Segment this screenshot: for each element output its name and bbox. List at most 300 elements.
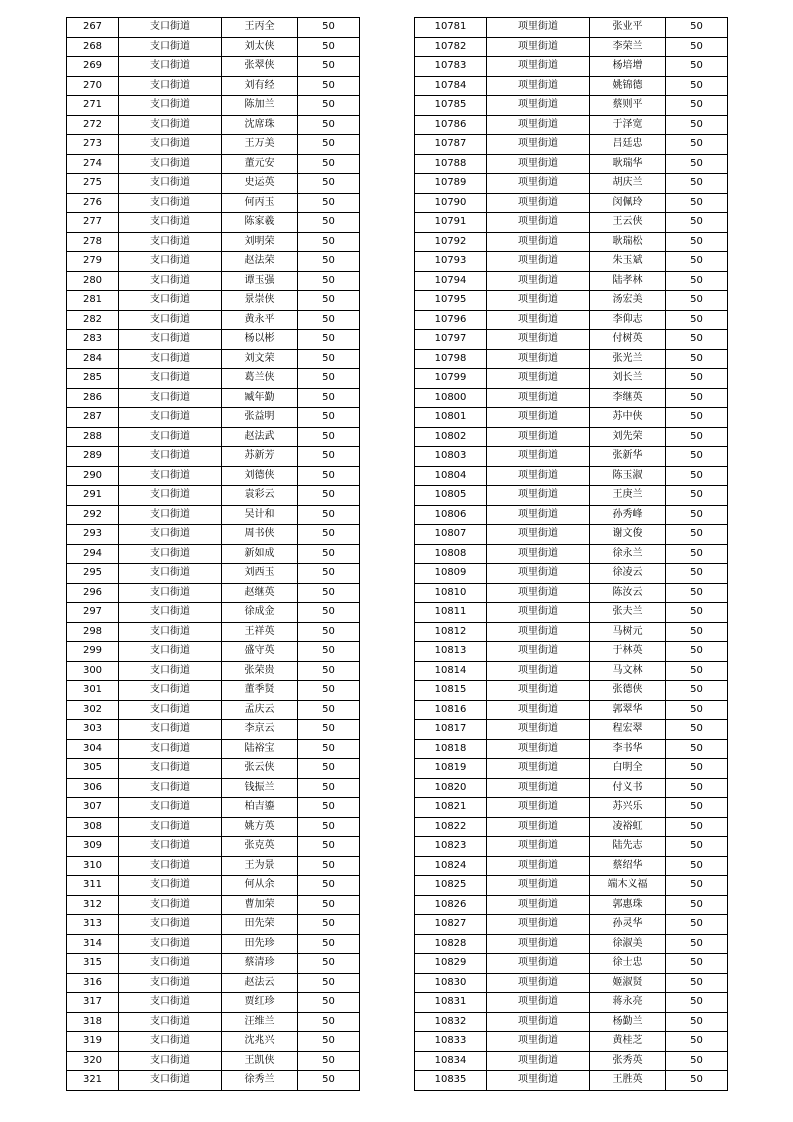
table-row [415,213,728,233]
table-row [67,408,360,428]
street-cell: 项里街道 [487,369,590,389]
person-name-cell: 陈加兰 [222,96,298,116]
person-name-cell: 徐淑美 [590,934,666,954]
amount-cell: 50 [666,1051,728,1071]
amount-cell: 50 [298,1051,360,1071]
table-row [67,603,360,623]
person-name-cell: 张德侠 [590,681,666,701]
amount-cell: 50 [298,915,360,935]
street-cell: 项里街道 [487,213,590,233]
person-name-cell: 凌裕虹 [590,817,666,837]
person-name-cell: 陈玉淑 [590,466,666,486]
person-name-cell: 杨以彬 [222,330,298,350]
row-number-cell: 10818 [415,739,487,759]
person-name-cell: 李书华 [590,739,666,759]
row-number-cell: 10798 [415,349,487,369]
row-number-cell: 10832 [415,1012,487,1032]
row-number-cell: 278 [67,232,119,252]
street-cell: 支口街道 [119,427,222,447]
street-cell: 支口街道 [119,193,222,213]
amount-cell: 50 [298,37,360,57]
row-number-cell: 297 [67,603,119,623]
row-number-cell: 10812 [415,622,487,642]
row-number-cell: 10793 [415,252,487,272]
amount-cell: 50 [298,388,360,408]
table-row [67,174,360,194]
amount-cell: 50 [298,174,360,194]
person-name-cell: 杨培增 [590,57,666,77]
amount-cell: 50 [666,642,728,662]
row-number-cell: 287 [67,408,119,428]
person-name-cell: 臧年勤 [222,388,298,408]
person-name-cell: 李荣兰 [590,37,666,57]
row-number-cell: 268 [67,37,119,57]
person-name-cell: 张翠侠 [222,57,298,77]
street-cell: 项里街道 [487,954,590,974]
row-number-cell: 312 [67,895,119,915]
table-row [415,817,728,837]
street-cell: 项里街道 [487,564,590,584]
row-number-cell: 296 [67,583,119,603]
person-name-cell: 刘西玉 [222,564,298,584]
row-number-cell: 282 [67,310,119,330]
person-name-cell: 贾红珍 [222,993,298,1013]
row-number-cell: 10794 [415,271,487,291]
table-row [415,1051,728,1071]
street-cell: 支口街道 [119,76,222,96]
street-cell: 支口街道 [119,739,222,759]
street-cell: 支口街道 [119,603,222,623]
person-name-cell: 苏中侠 [590,408,666,428]
amount-cell: 50 [298,369,360,389]
street-cell: 项里街道 [487,154,590,174]
table-row [67,720,360,740]
row-number-cell: 302 [67,700,119,720]
row-number-cell: 10813 [415,642,487,662]
row-number-cell: 10814 [415,661,487,681]
street-cell: 支口街道 [119,135,222,155]
row-number-cell: 291 [67,486,119,506]
table-row [67,544,360,564]
row-number-cell: 10786 [415,115,487,135]
amount-cell: 50 [666,115,728,135]
amount-cell: 50 [666,544,728,564]
amount-cell: 50 [298,18,360,38]
table-row [67,837,360,857]
row-number-cell: 10826 [415,895,487,915]
amount-cell: 50 [666,349,728,369]
amount-cell: 50 [298,96,360,116]
street-cell: 项里街道 [487,1051,590,1071]
person-name-cell: 徐永兰 [590,544,666,564]
amount-cell: 50 [666,583,728,603]
row-number-cell: 10791 [415,213,487,233]
amount-cell: 50 [298,739,360,759]
street-cell: 项里街道 [487,817,590,837]
table-row [67,700,360,720]
street-cell: 支口街道 [119,700,222,720]
amount-cell: 50 [298,213,360,233]
street-cell: 项里街道 [487,603,590,623]
table-row [67,895,360,915]
amount-cell: 50 [298,486,360,506]
street-cell: 支口街道 [119,330,222,350]
table-row [67,388,360,408]
table-row [67,973,360,993]
table-row [415,700,728,720]
amount-cell: 50 [666,271,728,291]
street-cell: 支口街道 [119,213,222,233]
person-name-cell: 徐士忠 [590,954,666,974]
row-number-cell: 276 [67,193,119,213]
amount-cell: 50 [666,427,728,447]
street-cell: 项里街道 [487,96,590,116]
row-number-cell: 289 [67,447,119,467]
right-table [414,17,728,1091]
street-cell: 项里街道 [487,759,590,779]
amount-cell: 50 [298,330,360,350]
street-cell: 项里街道 [487,76,590,96]
row-number-cell: 318 [67,1012,119,1032]
row-number-cell: 281 [67,291,119,311]
amount-cell: 50 [666,759,728,779]
street-cell: 项里街道 [487,661,590,681]
row-number-cell: 270 [67,76,119,96]
table-row [415,505,728,525]
street-cell: 项里街道 [487,135,590,155]
person-name-cell: 陆孝林 [590,271,666,291]
person-name-cell: 杨勤兰 [590,1012,666,1032]
table-row [415,310,728,330]
table-row [415,681,728,701]
street-cell: 支口街道 [119,96,222,116]
person-name-cell: 吴计和 [222,505,298,525]
row-number-cell: 10783 [415,57,487,77]
table-row [67,193,360,213]
table-row [67,96,360,116]
row-number-cell: 316 [67,973,119,993]
table-row [415,973,728,993]
table-row [67,642,360,662]
amount-cell: 50 [298,856,360,876]
table-row [415,291,728,311]
street-cell: 项里街道 [487,915,590,935]
amount-cell: 50 [298,720,360,740]
row-number-cell: 299 [67,642,119,662]
amount-cell: 50 [666,856,728,876]
row-number-cell: 284 [67,349,119,369]
row-number-cell: 10797 [415,330,487,350]
person-name-cell: 王丙全 [222,18,298,38]
amount-cell: 50 [298,1032,360,1052]
street-cell: 项里街道 [487,525,590,545]
person-name-cell: 董季贤 [222,681,298,701]
row-number-cell: 10823 [415,837,487,857]
person-name-cell: 李仰志 [590,310,666,330]
amount-cell: 50 [666,876,728,896]
street-cell: 项里街道 [487,544,590,564]
person-name-cell: 汤宏美 [590,291,666,311]
amount-cell: 50 [666,603,728,623]
street-cell: 项里街道 [487,505,590,525]
person-name-cell: 苏新芳 [222,447,298,467]
row-number-cell: 10833 [415,1032,487,1052]
row-number-cell: 274 [67,154,119,174]
table-row [67,427,360,447]
row-number-cell: 10784 [415,76,487,96]
amount-cell: 50 [666,37,728,57]
street-cell: 项里街道 [487,349,590,369]
table-row [67,954,360,974]
street-cell: 项里街道 [487,798,590,818]
table-row [415,252,728,272]
person-name-cell: 张云侠 [222,759,298,779]
table-row [67,349,360,369]
amount-cell: 50 [666,934,728,954]
row-number-cell: 277 [67,213,119,233]
amount-cell: 50 [666,193,728,213]
table-row [415,447,728,467]
person-name-cell: 黄桂芝 [590,1032,666,1052]
person-name-cell: 蔡则平 [590,96,666,116]
amount-cell: 50 [666,622,728,642]
amount-cell: 50 [666,252,728,272]
street-cell: 支口街道 [119,661,222,681]
street-cell: 项里街道 [487,973,590,993]
street-cell: 项里街道 [487,466,590,486]
row-number-cell: 269 [67,57,119,77]
person-name-cell: 刘太侠 [222,37,298,57]
street-cell: 支口街道 [119,291,222,311]
person-name-cell: 董元安 [222,154,298,174]
street-cell: 支口街道 [119,837,222,857]
person-name-cell: 王庚兰 [590,486,666,506]
street-cell: 项里街道 [487,37,590,57]
table-row [415,876,728,896]
street-cell: 项里街道 [487,856,590,876]
row-number-cell: 310 [67,856,119,876]
amount-cell: 50 [298,193,360,213]
person-name-cell: 田先荣 [222,915,298,935]
street-cell: 支口街道 [119,778,222,798]
person-name-cell: 景崇侠 [222,291,298,311]
street-cell: 支口街道 [119,486,222,506]
street-cell: 项里街道 [487,1032,590,1052]
street-cell: 支口街道 [119,57,222,77]
amount-cell: 50 [666,57,728,77]
person-name-cell: 孙灵华 [590,915,666,935]
table-row [415,115,728,135]
amount-cell: 50 [666,778,728,798]
table-row [415,895,728,915]
table-row [67,271,360,291]
table-row [67,681,360,701]
street-cell: 项里街道 [487,1071,590,1091]
row-number-cell: 10807 [415,525,487,545]
street-cell: 支口街道 [119,564,222,584]
amount-cell: 50 [666,681,728,701]
amount-cell: 50 [298,115,360,135]
street-cell: 支口街道 [119,154,222,174]
street-cell: 支口街道 [119,408,222,428]
row-number-cell: 293 [67,525,119,545]
amount-cell: 50 [666,1071,728,1091]
table-row [415,1071,728,1091]
amount-cell: 50 [298,564,360,584]
row-number-cell: 10828 [415,934,487,954]
row-number-cell: 317 [67,993,119,1013]
row-number-cell: 10830 [415,973,487,993]
row-number-cell: 313 [67,915,119,935]
row-number-cell: 309 [67,837,119,857]
person-name-cell: 李京云 [222,720,298,740]
row-number-cell: 320 [67,1051,119,1071]
row-number-cell: 286 [67,388,119,408]
row-number-cell: 301 [67,681,119,701]
row-number-cell: 10806 [415,505,487,525]
table-row [415,232,728,252]
street-cell: 支口街道 [119,388,222,408]
amount-cell: 50 [666,232,728,252]
row-number-cell: 290 [67,466,119,486]
row-number-cell: 303 [67,720,119,740]
street-cell: 项里街道 [487,388,590,408]
table-row [67,310,360,330]
street-cell: 项里街道 [487,291,590,311]
table-row [67,525,360,545]
street-cell: 项里街道 [487,57,590,77]
row-number-cell: 10827 [415,915,487,935]
street-cell: 项里街道 [487,232,590,252]
person-name-cell: 史运英 [222,174,298,194]
row-number-cell: 10796 [415,310,487,330]
person-name-cell: 黄永平 [222,310,298,330]
row-number-cell: 10802 [415,427,487,447]
street-cell: 支口街道 [119,252,222,272]
person-name-cell: 朱玉斌 [590,252,666,272]
person-name-cell: 赵继英 [222,583,298,603]
row-number-cell: 272 [67,115,119,135]
row-number-cell: 10787 [415,135,487,155]
row-number-cell: 10789 [415,174,487,194]
table-row [67,856,360,876]
person-name-cell: 耿瑞华 [590,154,666,174]
table-row [415,154,728,174]
person-name-cell: 徐凌云 [590,564,666,584]
row-number-cell: 298 [67,622,119,642]
person-name-cell: 王万美 [222,135,298,155]
amount-cell: 50 [298,642,360,662]
person-name-cell: 徐秀兰 [222,1071,298,1091]
street-cell: 支口街道 [119,817,222,837]
row-number-cell: 294 [67,544,119,564]
row-number-cell: 10808 [415,544,487,564]
row-number-cell: 314 [67,934,119,954]
street-cell: 项里街道 [487,115,590,135]
street-cell: 项里街道 [487,310,590,330]
person-name-cell: 周书侠 [222,525,298,545]
table-row [415,993,728,1013]
amount-cell: 50 [298,895,360,915]
person-name-cell: 王为景 [222,856,298,876]
street-cell: 支口街道 [119,895,222,915]
street-cell: 支口街道 [119,505,222,525]
table-row [415,271,728,291]
row-number-cell: 10809 [415,564,487,584]
row-number-cell: 279 [67,252,119,272]
table-row [67,466,360,486]
row-number-cell: 319 [67,1032,119,1052]
street-cell: 支口街道 [119,447,222,467]
street-cell: 项里街道 [487,837,590,857]
person-name-cell: 刘文荣 [222,349,298,369]
table-row [415,76,728,96]
row-number-cell: 10800 [415,388,487,408]
table-row [67,369,360,389]
table-row [415,954,728,974]
amount-cell: 50 [666,525,728,545]
table-row [415,661,728,681]
street-cell: 支口街道 [119,349,222,369]
table-row [67,252,360,272]
amount-cell: 50 [298,252,360,272]
person-name-cell: 柏吉鎏 [222,798,298,818]
street-cell: 支口街道 [119,18,222,38]
amount-cell: 50 [666,408,728,428]
table-row [67,135,360,155]
amount-cell: 50 [298,681,360,701]
street-cell: 支口街道 [119,798,222,818]
street-cell: 支口街道 [119,954,222,974]
street-cell: 项里街道 [487,583,590,603]
street-cell: 项里街道 [487,681,590,701]
person-name-cell: 姬淑贤 [590,973,666,993]
person-name-cell: 陈汝云 [590,583,666,603]
table-row [67,76,360,96]
street-cell: 项里街道 [487,622,590,642]
row-number-cell: 10819 [415,759,487,779]
amount-cell: 50 [666,661,728,681]
person-name-cell: 马树元 [590,622,666,642]
table-row [67,759,360,779]
table-row [415,486,728,506]
person-name-cell: 孙秀峰 [590,505,666,525]
person-name-cell: 郭翠华 [590,700,666,720]
amount-cell: 50 [666,18,728,38]
table-row [415,427,728,447]
person-name-cell: 白明全 [590,759,666,779]
amount-cell: 50 [298,798,360,818]
table-row [67,18,360,38]
amount-cell: 50 [666,447,728,467]
row-number-cell: 10816 [415,700,487,720]
street-cell: 项里街道 [487,934,590,954]
amount-cell: 50 [298,310,360,330]
amount-cell: 50 [298,447,360,467]
street-cell: 项里街道 [487,330,590,350]
row-number-cell: 275 [67,174,119,194]
table-row [67,564,360,584]
amount-cell: 50 [298,993,360,1013]
table-row [415,778,728,798]
row-number-cell: 300 [67,661,119,681]
amount-cell: 50 [298,271,360,291]
person-name-cell: 钱振兰 [222,778,298,798]
street-cell: 项里街道 [487,1012,590,1032]
street-cell: 支口街道 [119,622,222,642]
row-number-cell: 283 [67,330,119,350]
row-number-cell: 10824 [415,856,487,876]
